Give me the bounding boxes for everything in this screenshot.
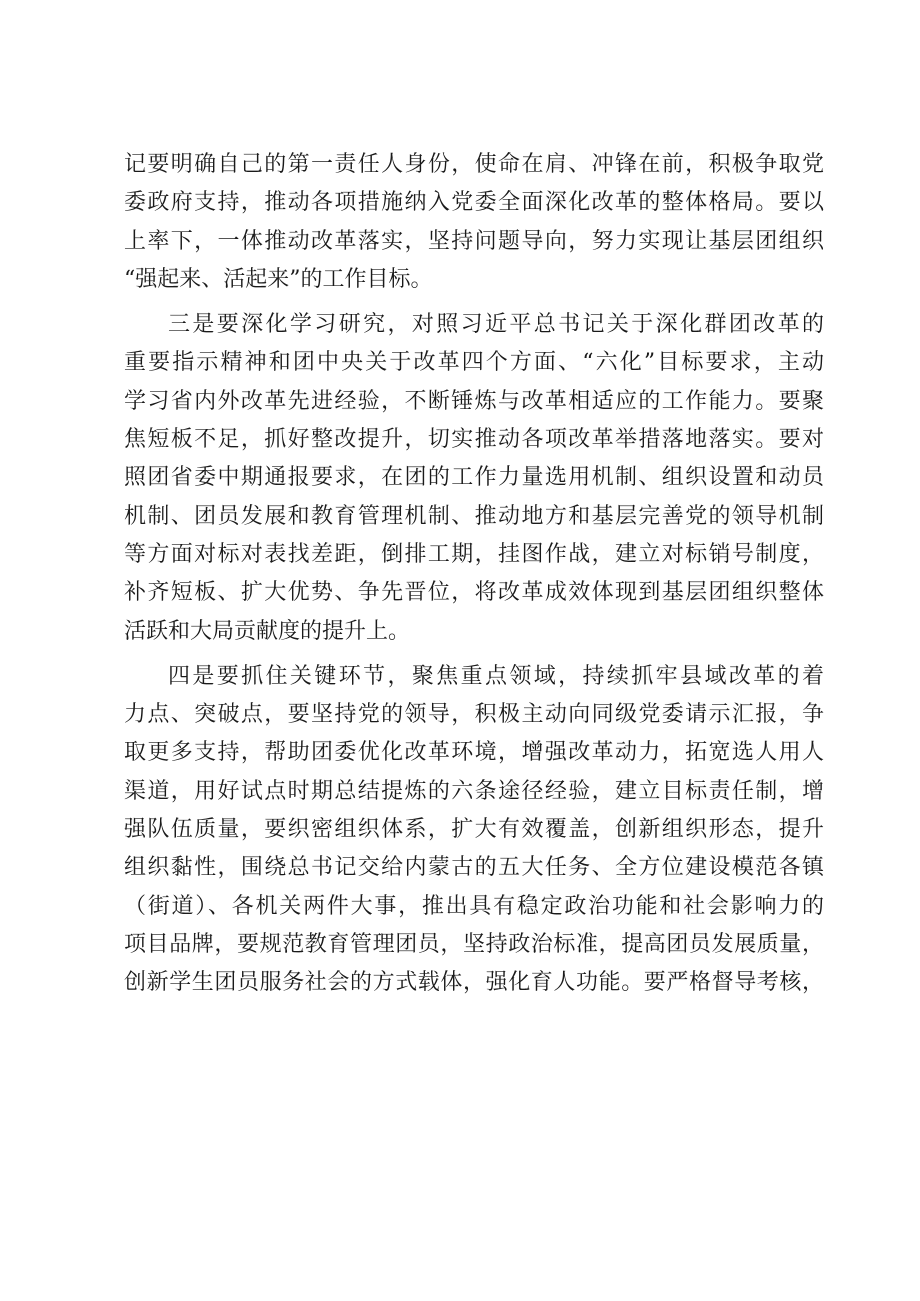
document-body	[124, 146, 824, 1003]
paragraph-line: 组织黏性，围绕总书记交给内蒙古的五大任务、全方位建设模范各镇	[124, 855, 824, 881]
paragraph-line: 照团省委中期通报要求，在团的工作力量选用机制、组织设置和动员	[124, 465, 824, 491]
paragraph-2	[124, 306, 824, 651]
paragraph-line: 记要明确自己的第一责任人身份，使命在肩、冲锋在前，积极争取党	[124, 152, 824, 177]
paragraph-line: 强队伍质量，要织密组织体系，扩大有效覆盖，创新组织形态，提升	[124, 817, 824, 843]
paragraph-line: 力点、突破点，要坚持党的领导，积极主动向同级党委请示汇报，争	[124, 702, 824, 728]
paragraph-line: 等方面对标对表找差距，倒排工期，挂图作战，建立对标销号制度，	[124, 541, 824, 567]
paragraph-line: 取更多支持，帮助团委优化改革环境，增强改革动力，拓宽选人用人	[124, 740, 824, 766]
paragraph-line: 学习省内外改革先进经验，不断锤炼与改革相适应的工作能力。要聚	[124, 388, 824, 414]
paragraph-line: 活跃和大局贡献度的提升上。	[124, 618, 411, 644]
paragraph-line: “强起来、活起来”的工作目标。	[124, 266, 433, 292]
paragraph-line: 重要指示精神和团中央关于改革四个方面、“六化”目标要求，主动	[124, 350, 824, 376]
paragraph-3	[124, 658, 824, 1003]
paragraph-line: 三是要深化学习研究，对照习近平总书记关于深化群团改革的	[168, 312, 824, 338]
paragraph-line: 渠道，用好试点时期总结提炼的六条途径经验，建立目标责任制，增	[124, 778, 824, 804]
paragraph-line: 上率下，一体推动改革落实，坚持问题导向，努力实现让基层团组织	[124, 228, 824, 254]
paragraph-line: 项目品牌，要规范教育管理团员，坚持政治标准，提高团员发展质量，	[124, 931, 824, 957]
paragraph-line: 焦短板不足，抓好整改提升，切实推动各项改革举措落地落实。要对	[124, 427, 824, 453]
paragraph-line: 机制、团员发展和教育管理机制、推动地方和基层完善党的领导机制	[124, 503, 824, 529]
paragraph-line: （街道）、各机关两件大事，推出具有稳定政治功能和社会影响力的	[124, 893, 824, 919]
paragraph-line: 创新学生团员服务社会的方式载体，强化育人功能。要严格督导考核，	[124, 970, 824, 996]
paragraph-1	[124, 146, 824, 299]
paragraph-line: 委政府支持，推动各项措施纳入党委全面深化改革的整体格局。要以	[124, 190, 824, 216]
paragraph-line: 四是要抓住关键环节，聚焦重点领域，持续抓牢县域改革的着	[168, 663, 824, 689]
paragraph-line: 补齐短板、扩大优势、争先晋位，将改革成效体现到基层团组织整体	[124, 580, 824, 606]
